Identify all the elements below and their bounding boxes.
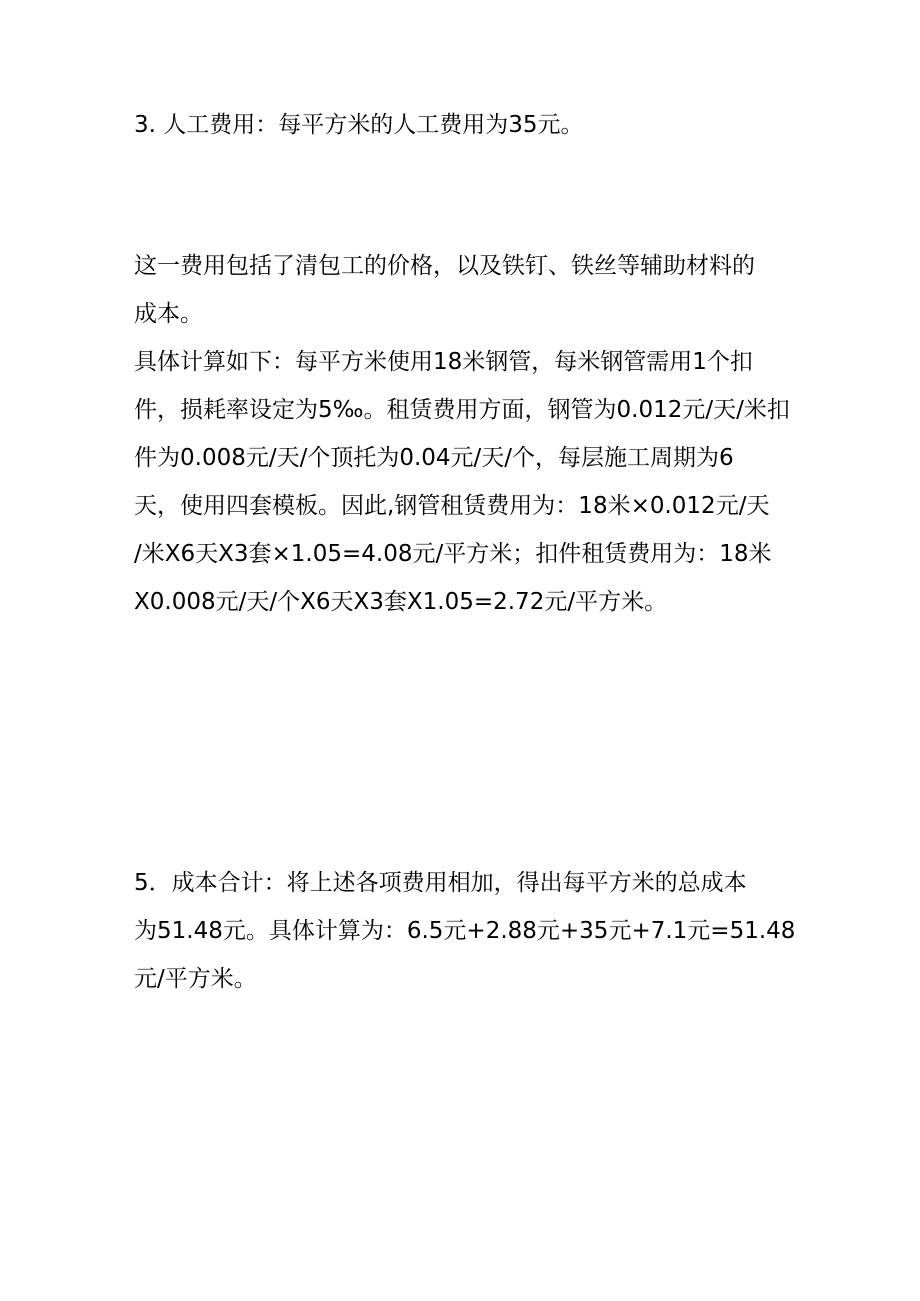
text-line: 成本。: [134, 301, 203, 327]
text-line: 为51.48元。具体计算为：6.5元+2.88元+35元+7.1元=51.48: [134, 918, 796, 944]
text-line: 天，使用四套模板。因此,钢管租赁费用为：18米×0.012元/天: [134, 493, 770, 519]
labor-cost-description: [134, 242, 814, 338]
text-line: 件为0.008元/天/个顶托为0.04元/天/个，每层施工周期为6: [134, 445, 734, 471]
text-line: 这一费用包括了清包工的价格，以及铁钉、铁丝等辅助材料的: [134, 253, 755, 279]
labor-cost-heading: [134, 101, 814, 149]
text-line: /米X6天X3套×1.05=4.08元/平方米；扣件租赁费用为：18米: [134, 541, 772, 567]
text-line: 具体计算如下：每平方米使用18米钢管，每米钢管需用1个扣: [134, 349, 753, 375]
rental-calculation-paragraph: [134, 338, 814, 626]
text-line: X0.008元/天/个X6天X3套X1.05=2.72元/平方米。: [134, 589, 668, 615]
text-line: 3. 人工费用：每平方米的人工费用为35元。: [134, 112, 584, 138]
total-cost-paragraph: [134, 859, 814, 1003]
text-line: 元/平方米。: [134, 966, 257, 992]
text-line: 件，损耗率设定为5‰。租赁费用方面，钢管为0.012元/天/米扣: [134, 397, 790, 423]
text-line: 5．成本合计：将上述各项费用相加，得出每平方米的总成本: [134, 870, 747, 896]
